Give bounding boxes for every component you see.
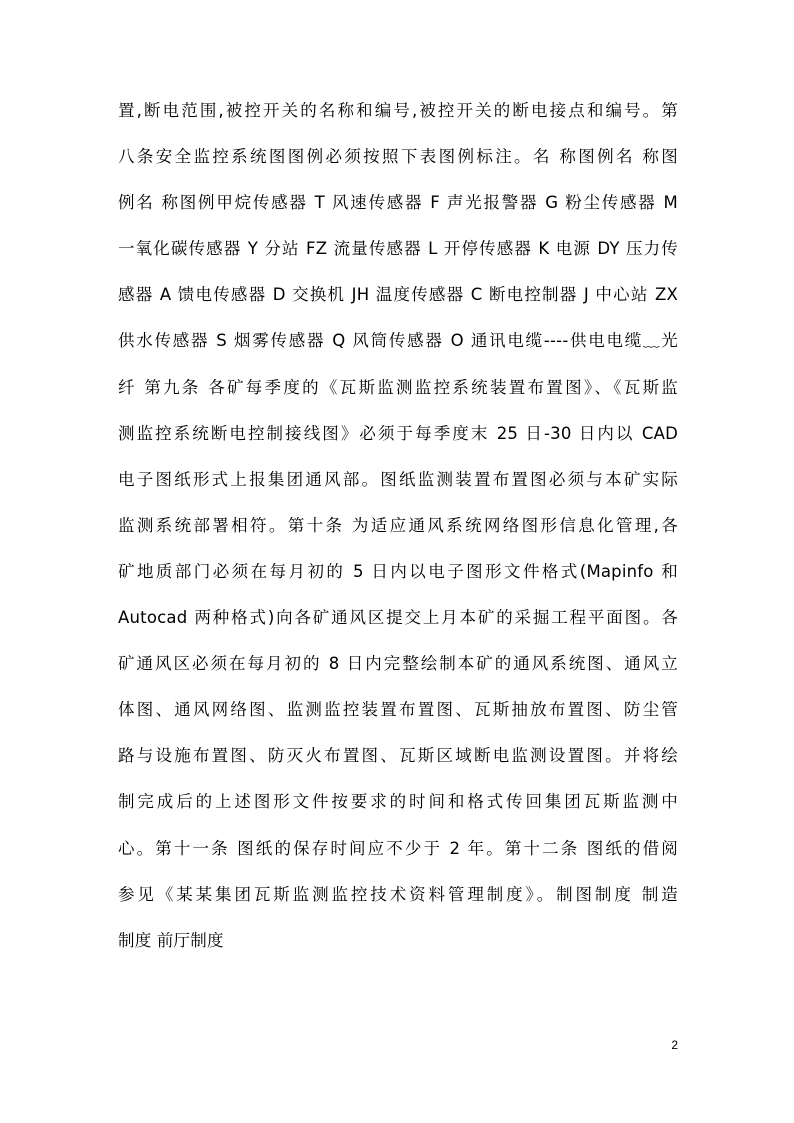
text-line: 心。第十一条 图纸的保存时间应不少于 2 年。第十二条 图纸的借阅: [118, 838, 678, 858]
text-line: 矿地质部门必须在每月初的 5 日内以电子图形文件格式(Mapinfo 和: [118, 561, 678, 581]
text-line: 一氧化碳传感器 Y 分站 FZ 流量传感器 L 开停传感器 K 电源 DY 压力传: [118, 239, 678, 259]
text-line: 纤 第九条 各矿每季度的《瓦斯监测监控系统装置布置图》、《瓦斯监: [118, 377, 678, 397]
text-line: 八条安全监控系统图图例必须按照下表图例标注。名 称图例名 称图: [118, 147, 678, 167]
text-line: 监测系统部署相符。第十条 为适应通风系统网络图形信息化管理,各: [118, 515, 678, 535]
text-line: 矿通风区必须在每月初的 8 日内完整绘制本矿的通风系统图、通风立: [118, 654, 678, 674]
text-line: 制度 前厅制度: [118, 930, 224, 950]
text-line: 制完成后的上述图形文件按要求的时间和格式传回集团瓦斯监测中: [118, 792, 678, 812]
body-text: [118, 88, 678, 964]
text-line: 电子图纸形式上报集团通风部。图纸监测装置布置图必须与本矿实际: [118, 469, 678, 489]
text-line: 测监控系统断电控制接线图》必须于每季度末 25 日-30 日内以 CAD: [118, 423, 678, 443]
text-line: Autocad 两种格式)向各矿通风区提交上月本矿的采掘工程平面图。各: [118, 608, 678, 628]
text-line: 供水传感器 S 烟雾传感器 Q 风筒传感器 O 通讯电缆----供电电缆﹏光: [118, 331, 678, 351]
text-line: 参见《某某集团瓦斯监测监控技术资料管理制度》。制图制度 制造: [118, 884, 678, 904]
text-line: 置,断电范围,被控开关的名称和编号,被控开关的断电接点和编号。第: [118, 101, 678, 120]
text-line: 感器 A 馈电传感器 D 交换机 JH 温度传感器 C 断电控制器 J 中心站 ZX: [118, 285, 678, 305]
text-line: 路与设施布置图、防灭火布置图、瓦斯区域断电监测设置图。并将绘: [118, 746, 678, 766]
page-number: 2: [671, 1038, 678, 1052]
text-line: 例名 称图例甲烷传感器 T 风速传感器 F 声光报警器 G 粉尘传感器 M: [118, 193, 678, 213]
text-line: 体图、通风网络图、监测监控装置布置图、瓦斯抽放布置图、防尘管: [118, 700, 678, 720]
